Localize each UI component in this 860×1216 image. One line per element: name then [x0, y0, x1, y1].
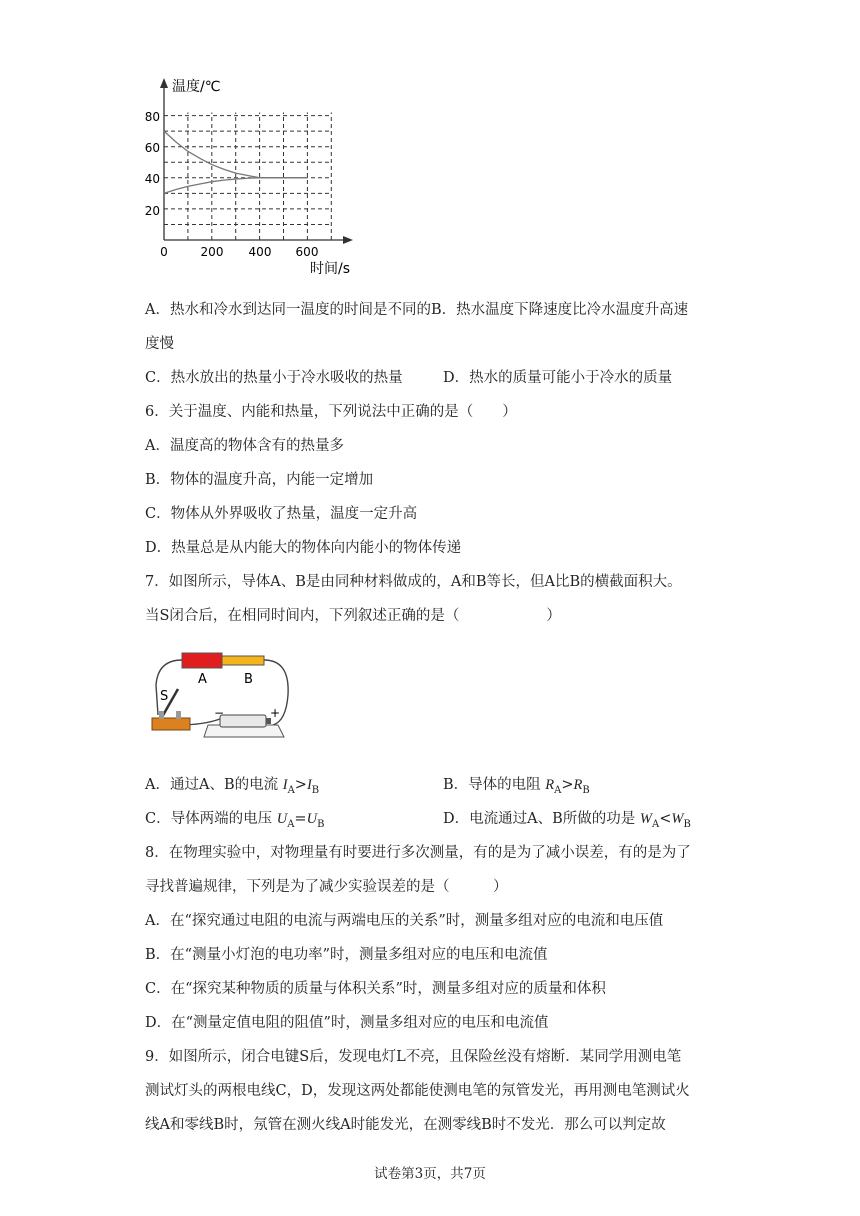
q7-option-d-prefix: D．电流通过A、B所做的功是: [443, 811, 640, 827]
q7-option-d: [443, 807, 691, 830]
q9-line2: 测试灯头的两根电线C，D，发现这两处都能使测电笔的氖管发光，再用测电笔测试火: [145, 1083, 690, 1099]
circuit-diagram: [148, 645, 300, 740]
sub-b: B: [582, 784, 590, 796]
relation-eq: =: [294, 811, 307, 827]
q5-option-a: [145, 298, 688, 319]
battery-minus-sign: −: [214, 706, 225, 720]
q7-option-b-prefix: B．导体的电阻: [443, 777, 546, 793]
page-footer: 试卷第3页，共7页: [374, 1166, 486, 1182]
q7-option-c-prefix: C．导体两端的电压: [145, 811, 277, 827]
x-tick-labels: [160, 245, 318, 259]
y-tick-40: 40: [144, 172, 160, 186]
q5-option-d: D．热水的质量可能小于冷水的质量: [443, 370, 673, 386]
temperature-time-graph: [140, 70, 370, 280]
battery-plus-sign: +: [270, 706, 281, 720]
q9-line3: 线A和零线B时，氖管在测火线A时能发光，在测零线B时不发光．那么可以判定故: [145, 1117, 666, 1133]
q7-option-b: [443, 773, 590, 796]
x-tick-200: 200: [200, 245, 224, 259]
sub-b: B: [317, 818, 325, 830]
sym-u-a: U: [276, 811, 288, 827]
q5-option-b-cont: 度慢: [145, 336, 174, 352]
sub-b: B: [683, 818, 691, 830]
sym-w-b: W: [671, 811, 684, 827]
q6-option-c: C．物体从外界吸收了热量，温度一定升高: [145, 506, 418, 522]
sub-a: A: [554, 784, 562, 796]
sub-b: B: [311, 784, 320, 796]
sub-a: A: [287, 784, 295, 796]
y-axis-arrow: [160, 78, 168, 88]
q7-stem-line2: 当S闭合后，在相同时间内，下列叙述正确的是（ ）: [145, 608, 561, 624]
q8-stem-line1: 8．在物理实验中，对物理量有时要进行多次测量，有的是为了减小误差，有的是为了: [145, 845, 691, 861]
q8-option-b: B．在“测量小灯泡的电功率”时，测量多组对应的电压和电流值: [145, 947, 548, 963]
axes: [160, 78, 353, 244]
label-b: B: [244, 672, 253, 687]
x-axis-arrow: [343, 236, 353, 244]
sym-w-a: W: [639, 811, 652, 827]
switch-base: [152, 718, 190, 730]
q5-option-a-text: A．热水和冷水到达同一温度的时间是不同的: [145, 302, 431, 318]
q8-option-a: A．在“探究通过电阻的电流与两端电压的关系”时，测量多组对应的电流和电压值: [145, 913, 664, 929]
sub-a: A: [287, 818, 295, 830]
q6-option-b: B．物体的温度升高，内能一定增加: [145, 472, 374, 488]
x-axis-label: 时间/s: [310, 261, 351, 277]
q8-option-c: C．在“探究某种物质的质量与体积关系”时，测量多组对应的质量和体积: [145, 981, 606, 997]
x-tick-600: 600: [295, 245, 319, 259]
y-tick-20: 20: [144, 204, 160, 218]
conductor-b: [222, 656, 264, 665]
switch-post-left: [159, 711, 164, 719]
switch-post-right: [176, 711, 181, 719]
sym-u-b: U: [306, 811, 318, 827]
sym-i-b: I: [306, 777, 312, 793]
relation-gt: >: [561, 777, 574, 793]
relation-gt: >: [294, 777, 307, 793]
y-tick-80: 80: [144, 110, 160, 124]
sym-r-b: R: [573, 777, 583, 793]
sym-i-a: I: [282, 777, 288, 793]
q7-stem-line1: 7．如图所示，导体A、B是由同种材料做成的，A和B等长，但A比B的横截面积大。: [145, 574, 682, 590]
label-s: S: [160, 689, 169, 704]
relation-lt: <: [659, 811, 672, 827]
q7-option-c: [145, 807, 324, 830]
q8-option-d: D．在“测量定值电阻的阻值”时，测量多组对应的电压和电流值: [145, 1015, 549, 1031]
y-tick-60: 60: [144, 141, 160, 155]
x-tick-0: 0: [160, 245, 168, 259]
sub-a: A: [651, 818, 660, 830]
y-tick-labels: [145, 110, 160, 218]
q6-stem: 6．关于温度、内能和热量，下列说法中正确的是（ ）: [145, 404, 517, 420]
q8-stem-line2: 寻找普遍规律，下列是为了减少实验误差的是（ ）: [145, 879, 508, 895]
grid-lines: [164, 112, 331, 240]
label-a: A: [198, 672, 207, 687]
q5-option-c: C．热水放出的热量小于冷水吸收的热量: [145, 370, 403, 386]
sym-r-a: R: [545, 777, 555, 793]
y-axis-label: 温度/℃: [172, 79, 221, 95]
q9-line1: 9．如图所示，闭合电键S后，发现电灯L不亮，且保险丝没有熔断．某同学用测电笔: [145, 1049, 682, 1065]
q5-option-b-text: B．热水温度下降速度比冷水温度升高速: [430, 302, 689, 318]
q7-option-a-prefix: A．通过A、B的电流: [145, 777, 283, 793]
q6-option-d: D．热量总是从内能大的物体向内能小的物体传递: [145, 540, 462, 556]
conductor-a: [182, 653, 222, 668]
x-tick-400: 400: [248, 245, 272, 259]
q6-option-a: A．温度高的物体含有的热量多: [145, 438, 344, 454]
q7-option-a: [145, 773, 319, 796]
battery-body: [220, 715, 266, 727]
